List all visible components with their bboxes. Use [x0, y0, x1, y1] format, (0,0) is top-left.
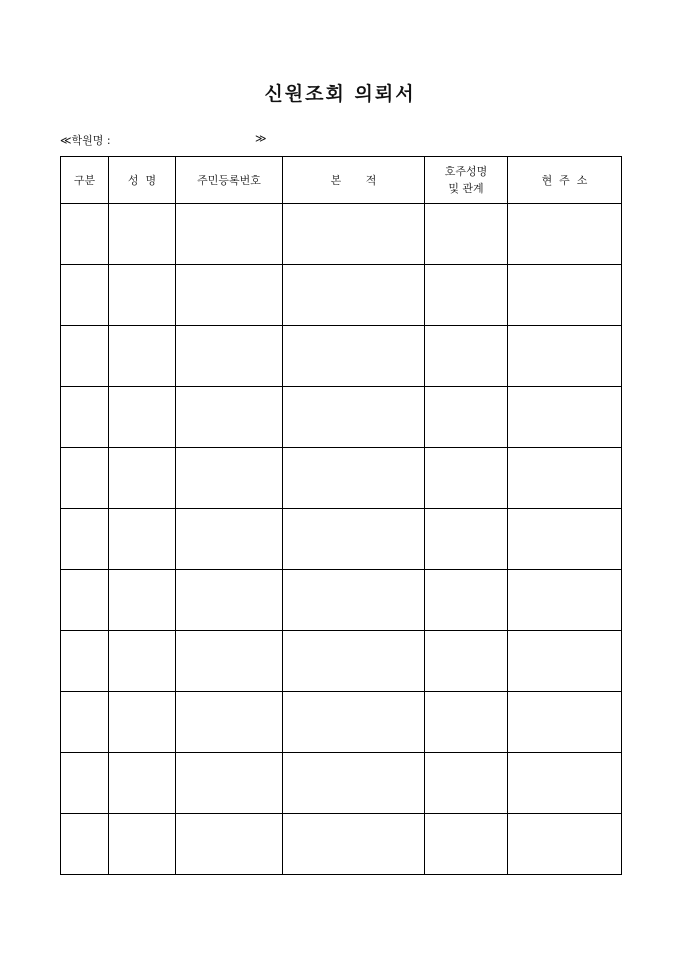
cell-name[interactable] [109, 753, 176, 814]
cell-household-head[interactable] [425, 814, 508, 875]
table-row [61, 570, 622, 631]
cell-registered-domicile[interactable] [283, 814, 425, 875]
cell-category[interactable] [61, 570, 109, 631]
cell-current-address[interactable] [508, 692, 622, 753]
cell-name[interactable] [109, 814, 176, 875]
cell-household-head[interactable] [425, 692, 508, 753]
header-resident-number [176, 157, 283, 204]
cell-category[interactable] [61, 326, 109, 387]
cell-resident-number[interactable] [176, 326, 283, 387]
table-row [61, 448, 622, 509]
cell-current-address[interactable] [508, 265, 622, 326]
cell-registered-domicile[interactable] [283, 326, 425, 387]
header-label: 본 적 [330, 173, 377, 187]
cell-name[interactable] [109, 448, 176, 509]
cell-resident-number[interactable] [176, 509, 283, 570]
cell-name[interactable] [109, 387, 176, 448]
header-household-head [425, 157, 508, 204]
cell-household-head[interactable] [425, 753, 508, 814]
cell-current-address[interactable] [508, 204, 622, 265]
table-row [61, 692, 622, 753]
cell-category[interactable] [61, 631, 109, 692]
cell-name[interactable] [109, 570, 176, 631]
cell-category[interactable] [61, 265, 109, 326]
table-row [61, 265, 622, 326]
cell-registered-domicile[interactable] [283, 509, 425, 570]
cell-name[interactable] [109, 204, 176, 265]
cell-name[interactable] [109, 631, 176, 692]
inquiry-table [60, 156, 622, 875]
cell-name[interactable] [109, 326, 176, 387]
cell-category[interactable] [61, 814, 109, 875]
table-body [61, 204, 622, 875]
cell-resident-number[interactable] [176, 753, 283, 814]
table-row [61, 326, 622, 387]
cell-resident-number[interactable] [176, 448, 283, 509]
cell-household-head[interactable] [425, 387, 508, 448]
cell-category[interactable] [61, 387, 109, 448]
cell-resident-number[interactable] [176, 387, 283, 448]
table-row [61, 753, 622, 814]
header-name [109, 157, 176, 204]
cell-name[interactable] [109, 265, 176, 326]
cell-current-address[interactable] [508, 814, 622, 875]
cell-household-head[interactable] [425, 570, 508, 631]
academy-name-label: ≪학원명 : [60, 134, 111, 147]
cell-resident-number[interactable] [176, 692, 283, 753]
cell-category[interactable] [61, 448, 109, 509]
cell-resident-number[interactable] [176, 570, 283, 631]
table-header-row [61, 157, 622, 204]
header-label-line2: 및 관계 [448, 182, 484, 195]
cell-category[interactable] [61, 509, 109, 570]
cell-resident-number[interactable] [176, 265, 283, 326]
cell-resident-number[interactable] [176, 814, 283, 875]
cell-household-head[interactable] [425, 204, 508, 265]
cell-resident-number[interactable] [176, 204, 283, 265]
cell-current-address[interactable] [508, 570, 622, 631]
table-row [61, 387, 622, 448]
cell-household-head[interactable] [425, 509, 508, 570]
header-current-address [508, 157, 622, 204]
cell-name[interactable] [109, 509, 176, 570]
table-row [61, 814, 622, 875]
cell-current-address[interactable] [508, 631, 622, 692]
header-registered-domicile [283, 157, 425, 204]
cell-category[interactable] [61, 753, 109, 814]
cell-household-head[interactable] [425, 265, 508, 326]
table-row [61, 204, 622, 265]
cell-category[interactable] [61, 692, 109, 753]
header-label: 성 명 [127, 173, 157, 187]
header-label: 현 주 소 [541, 173, 588, 187]
cell-name[interactable] [109, 692, 176, 753]
cell-registered-domicile[interactable] [283, 631, 425, 692]
cell-registered-domicile[interactable] [283, 692, 425, 753]
cell-household-head[interactable] [425, 631, 508, 692]
header-category [61, 157, 109, 204]
header-label-line1: 호주성명 [444, 165, 488, 178]
cell-household-head[interactable] [425, 326, 508, 387]
cell-registered-domicile[interactable] [283, 204, 425, 265]
cell-current-address[interactable] [508, 326, 622, 387]
table-row [61, 631, 622, 692]
cell-registered-domicile[interactable] [283, 753, 425, 814]
cell-current-address[interactable] [508, 753, 622, 814]
header-label: 주민등록번호 [197, 173, 261, 187]
cell-resident-number[interactable] [176, 631, 283, 692]
cell-registered-domicile[interactable] [283, 387, 425, 448]
cell-registered-domicile[interactable] [283, 448, 425, 509]
header-label: 구분 [73, 173, 96, 187]
academy-name-line [60, 132, 267, 148]
cell-current-address[interactable] [508, 509, 622, 570]
cell-household-head[interactable] [425, 448, 508, 509]
cell-current-address[interactable] [508, 387, 622, 448]
academy-name-close: ≫ [255, 132, 267, 145]
cell-category[interactable] [61, 204, 109, 265]
cell-current-address[interactable] [508, 448, 622, 509]
cell-registered-domicile[interactable] [283, 265, 425, 326]
page-title: 신원조회 의뢰서 [264, 83, 416, 105]
cell-registered-domicile[interactable] [283, 570, 425, 631]
table-row [61, 509, 622, 570]
